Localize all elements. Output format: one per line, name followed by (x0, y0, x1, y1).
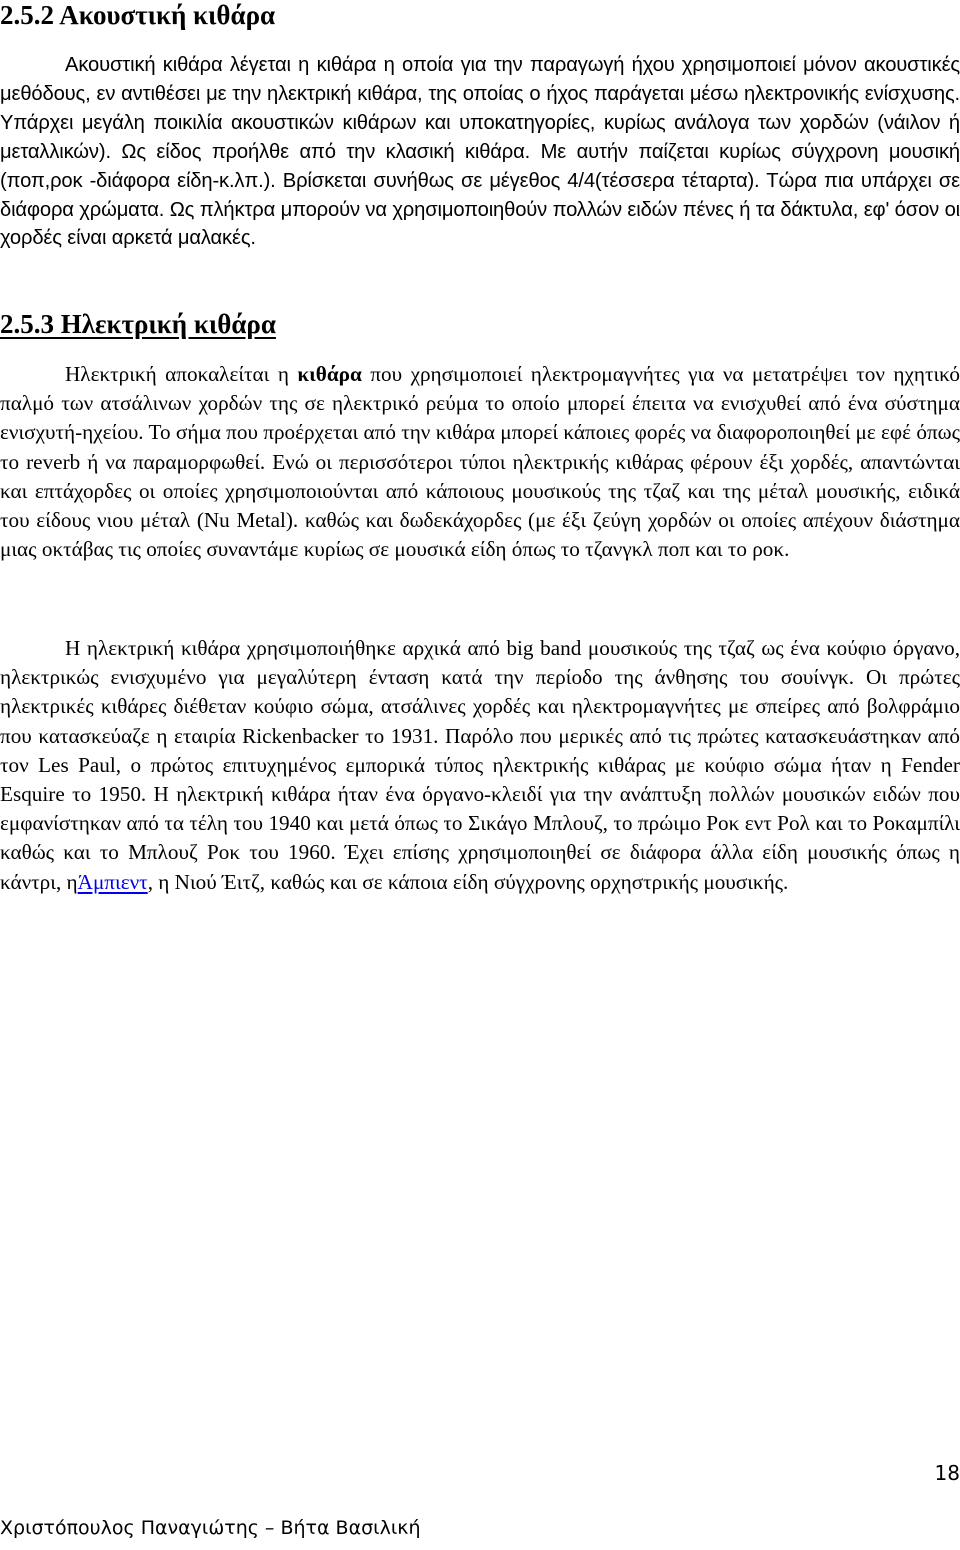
page-number: 18 (934, 1461, 960, 1485)
paragraph-text-end: , η Νιού Έιτζ, καθώς και σε κάποια είδη σύγχρονης ορχηστρικής μουσικής. (147, 869, 789, 894)
paragraph-electric-guitar-history (0, 634, 960, 897)
section-heading-electric-guitar: 2.5.3 Ηλεκτρική κιθάρα (0, 309, 276, 339)
bold-term-guitar: κιθάρα (297, 362, 362, 386)
paragraph-text-start: Η ηλεκτρική κιθάρα χρησιμοποιήθηκε αρχικά από big band μουσικούς της τζαζ ως ένα κούφιο όργανο, ηλεκτρικώς ενισχυμένο για μεγαλύτερη ένταση κατά την περίοδο της άνθησης του σουίνγκ. Οι πρώτες ηλεκτρικές κιθάρες διέθεταν κούφιο σώμα, ατσάλινες χορδές και ηλεκτρομαγνήτες με σπείρες από βολφράμιο που κατασκεύαζε η εταιρία Rickenbacker το 1931. Παρόλο που μερικές από τις πρώτες κατασκευάστηκαν από τον Les Paul, ο πρώτος επιτυχημένος εμπορικά τύπος ηλεκτρικής κιθάρας με κούφιο σώμα ήταν η Fender Esquire το 1950. Η ηλεκτρική κιθάρα ήταν ένα όργανο-κλειδί για την ανάπτυξη πολλών μουσικών ειδών που εμφανίστηκαν από τα τέλη του 1940 και μετά όπως το Σικάγο Μπλουζ, το πρώιμο Ροκ εντ Ρολ και το Ροκαμπίλι καθώς και το Μπλουζ Ροκ του 1960. Έχει επίσης χρησιμοποιηθεί σε διάφορα άλλα είδη μουσικής όπως η κάντρι, η (0, 636, 960, 894)
paragraph-text-start: Ηλεκτρική αποκαλείται η (65, 362, 298, 386)
paragraph-acoustic-guitar: Ακουστική κιθάρα λέγεται η κιθάρα η οποία για την παραγωγή ήχου χρησιμοποιεί μόνον ακουστικές μεθόδους, εν αντιθέσει με την ηλεκτρική κιθάρα, της οποίας ο ήχος παράγεται μέσω ηλεκτρονικής ενίσχυσης. Υπάρχει μεγάλη ποικιλία ακουστικών κιθάρων και υποκατηγορίες, κυρίως ανάλογα των χορδών (νάιλον ή μεταλλικών). Ως είδος προήλθε από την κλασική κιθάρα. Με αυτήν παίζεται κυρίως σύγχρονη μουσική (ποπ,ροκ -διάφορα είδη-κ.λπ.). Βρίσκεται συνήθως σε μέγεθος 4/4(τέσσερα τέταρτα). Τώρα πια υπάρχει σε διάφορα χρώματα. Ως πλήκτρα μπορούν να χρησιμοποιηθούν πολλών ειδών πένες ή τα δάκτυλα, εφ' όσον οι χορδές είναι αρκετά μαλακές. (0, 54, 960, 250)
footer-authors: Χριστόπουλος Παναγιώτης – Βήτα Βασιλική (0, 1517, 421, 1539)
paragraph-electric-guitar-definition (0, 360, 960, 564)
paragraph-text-rest: που χρησιμοποιεί ηλεκτρομαγνήτες για να μετατρέψει τον ηχητικό παλμό των ατσάλινων χορδών της σε ηλεκτρικό ρεύμα το οποίο μπορεί έπειτα να ενισχυθεί από ένα σύστημα ενισχυτή-ηχείου. Το σήμα που προέρχεται από την κιθάρα μπορεί κάποιες φορές να διαφοροποιηθεί με εφέ όπως το reverb ή να παραμορφωθεί. Ενώ οι περισσότεροι τύποι ηλεκτρικής κιθάρας φέρουν έξι χορδές, απαντώνται και επτάχορδες οι οποίες χρησιμοποιούνται από κάποιους μουσικούς της τζαζ και της μέταλ μουσικής, ειδικά του είδους νιου μέταλ (Nu Metal). καθώς και δωδεκάχορδες (με έξι ζεύγη χορδών οι οποίες απέχουν διάστημα μιας οκτάβας τις οποίες συναντάμε κυρίως σε μουσικά είδη όπως το τζανγκλ ποπ και το ροκ. (0, 362, 960, 562)
section-heading-acoustic-guitar: 2.5.2 Ακουστική κιθάρα (0, 0, 276, 30)
ambient-link[interactable]: Άμπιεντ (77, 869, 148, 894)
